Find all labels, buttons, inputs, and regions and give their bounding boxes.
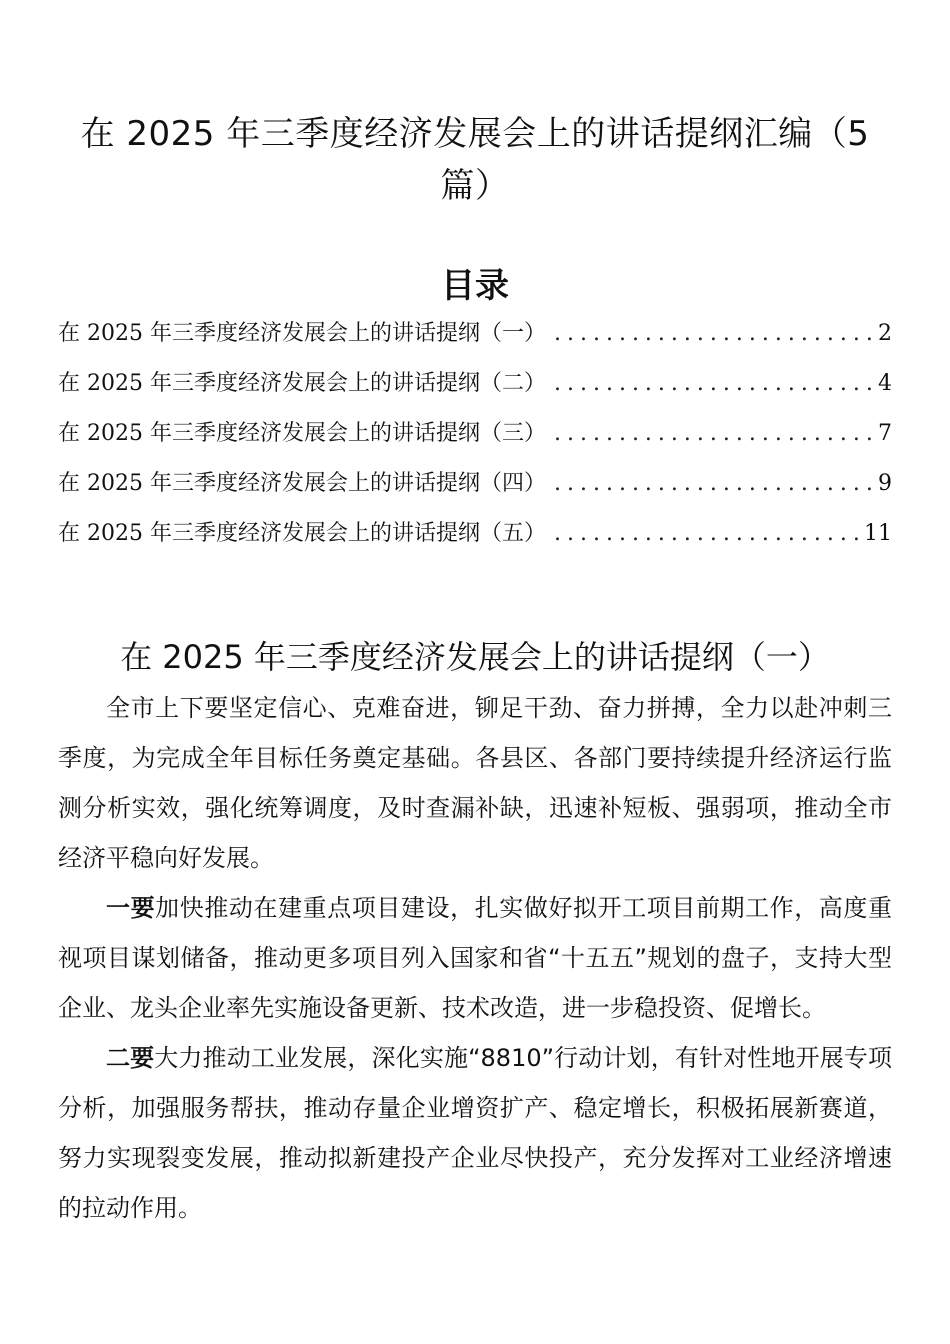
toc-page-number: 2 — [878, 321, 892, 346]
toc-leader-dots — [554, 362, 876, 406]
toc-item[interactable] — [58, 312, 892, 362]
toc-item[interactable] — [58, 462, 892, 512]
toc-item[interactable] — [58, 362, 892, 412]
paragraph-text: 加快推动在建重点项目建设，扎实做好拟开工项目前期工作，高度重视项目谋划储备，推动更多项目列入国家和省“十五五”规划的盘子，支持大型企业、龙头企业率先实施设备更新、技术改造，进一步稳投资、促增长。 — [58, 894, 893, 1022]
paragraph — [58, 883, 892, 1033]
toc-item-label: 在 2025 年三季度经济发展会上的讲话提纲（三） — [58, 421, 546, 446]
toc-page-number: 11 — [864, 521, 892, 546]
toc-page-number: 9 — [878, 471, 892, 496]
table-of-contents — [58, 312, 892, 562]
section-body — [58, 683, 892, 1233]
toc-page-number: 4 — [878, 371, 892, 396]
toc-leader-dots — [554, 312, 876, 356]
paragraph-text: 大力推动工业发展，深化实施“8810”行动计划，有针对性地开展专项分析，加强服务帮扶，推动存量企业增资扩产、稳定增长，积极拓展新赛道，努力实现裂变发展，推动拟新建投产企业尽快投产，充分发挥对工业经济增速的拉动作用。 — [58, 1044, 892, 1222]
document-title: 在 2025 年三季度经济发展会上的讲话提纲汇编（5 篇） — [80, 114, 870, 206]
toc-page-number: 7 — [878, 421, 892, 446]
toc-heading: 目录 — [441, 266, 509, 306]
section-title: 在 2025 年三季度经济发展会上的讲话提纲（一） — [120, 638, 830, 676]
toc-item-label: 在 2025 年三季度经济发展会上的讲话提纲（二） — [58, 371, 546, 396]
paragraph-lead: 一要 — [106, 894, 156, 922]
toc-leader-dots — [554, 462, 876, 506]
toc-item-label: 在 2025 年三季度经济发展会上的讲话提纲（五） — [58, 521, 546, 546]
toc-leader-dots — [554, 412, 876, 456]
paragraph — [58, 1033, 892, 1233]
toc-item-label: 在 2025 年三季度经济发展会上的讲话提纲（四） — [58, 471, 546, 496]
paragraph — [58, 683, 892, 883]
paragraph-lead: 二要 — [106, 1044, 155, 1072]
toc-item-label: 在 2025 年三季度经济发展会上的讲话提纲（一） — [58, 321, 546, 346]
toc-leader-dots — [554, 512, 862, 556]
toc-item[interactable] — [58, 512, 892, 562]
toc-item[interactable] — [58, 412, 892, 462]
paragraph-text: 全市上下要坚定信心、克难奋进，铆足干劲、奋力拼搏，全力以赴冲刺三季度，为完成全年目标任务奠定基础。各县区、各部门要持续提升经济运行监测分析实效，强化统筹调度，及时查漏补缺，迅速补短板、强弱项，推动全市经济平稳向好发展。 — [58, 694, 892, 872]
